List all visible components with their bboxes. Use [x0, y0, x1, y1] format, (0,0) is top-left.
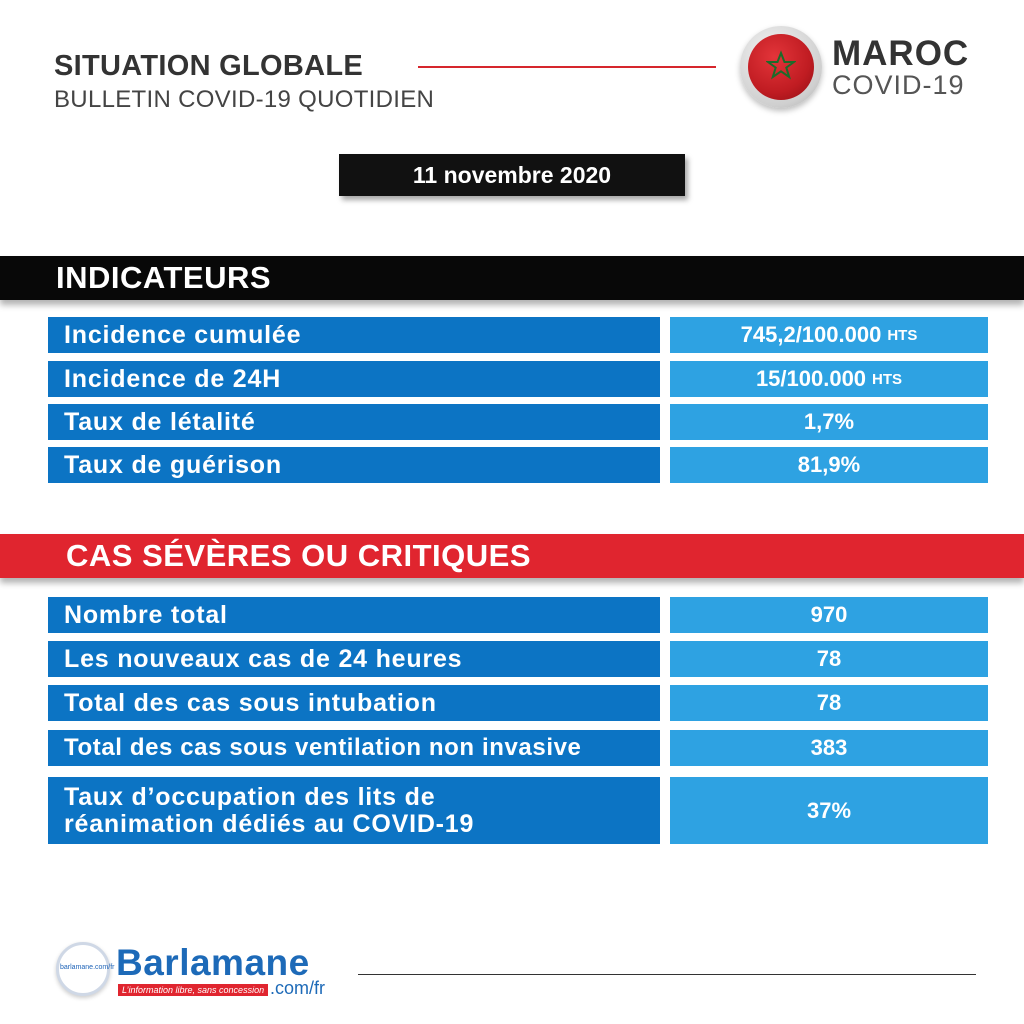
brand-logo-mini-text: barlamane.com/fr — [60, 964, 115, 971]
table-row — [48, 404, 988, 440]
country-name: MAROC — [832, 34, 970, 73]
row-value: 81,9% — [670, 447, 988, 483]
table-row — [48, 730, 988, 766]
table-row — [48, 641, 988, 677]
value-unit: HTS — [887, 326, 918, 344]
header-divider — [418, 66, 716, 68]
value-text: 745,2/100.000 — [740, 322, 882, 347]
row-value: 78 — [670, 641, 988, 677]
page-subtitle: BULLETIN COVID-19 QUOTIDIEN — [54, 86, 435, 113]
section-cas-severes-header: CAS SÉVÈRES OU CRITIQUES — [0, 534, 1024, 578]
row-label — [48, 777, 660, 844]
table-row — [48, 447, 988, 483]
row-label: Total des cas sous ventilation non invasive — [48, 730, 660, 766]
row-value — [670, 361, 988, 397]
row-value: 78 — [670, 685, 988, 721]
row-label: Taux de létalité — [48, 404, 660, 440]
brand-tagline: L’information libre, sans concession — [118, 984, 268, 996]
table-row — [48, 685, 988, 721]
table-row — [48, 361, 988, 397]
row-label-line1: Taux d’occupation des lits de — [64, 783, 436, 812]
row-label: Incidence cumulée — [48, 317, 660, 353]
row-value: 37% — [670, 777, 988, 844]
page-title: SITUATION GLOBALE — [54, 50, 364, 82]
brand-domain: .com/fr — [270, 978, 326, 998]
section-indicateurs-header: INDICATEURS — [0, 256, 1024, 300]
table-row — [48, 597, 988, 633]
row-label: Nombre total — [48, 597, 660, 633]
footer-divider — [358, 974, 976, 975]
country-subtitle: COVID-19 — [832, 70, 965, 100]
row-value: 1,7% — [670, 404, 988, 440]
date-badge: 11 novembre 2020 — [339, 154, 685, 196]
row-label: Les nouveaux cas de 24 heures — [48, 641, 660, 677]
row-value — [670, 317, 988, 353]
table-row — [48, 317, 988, 353]
row-value: 383 — [670, 730, 988, 766]
value-unit: HTS — [872, 370, 903, 388]
row-label-line2: réanimation dédiés au COVID-19 — [64, 809, 475, 838]
table-row — [48, 777, 988, 844]
row-label: Total des cas sous intubation — [48, 685, 660, 721]
value-text: 15/100.000 — [755, 366, 867, 391]
row-value: 970 — [670, 597, 988, 633]
pentagram-icon — [766, 50, 796, 80]
brand-name: Barlamane — [116, 942, 310, 983]
row-label: Taux de guérison — [48, 447, 660, 483]
row-label: Incidence de 24H — [48, 361, 660, 397]
